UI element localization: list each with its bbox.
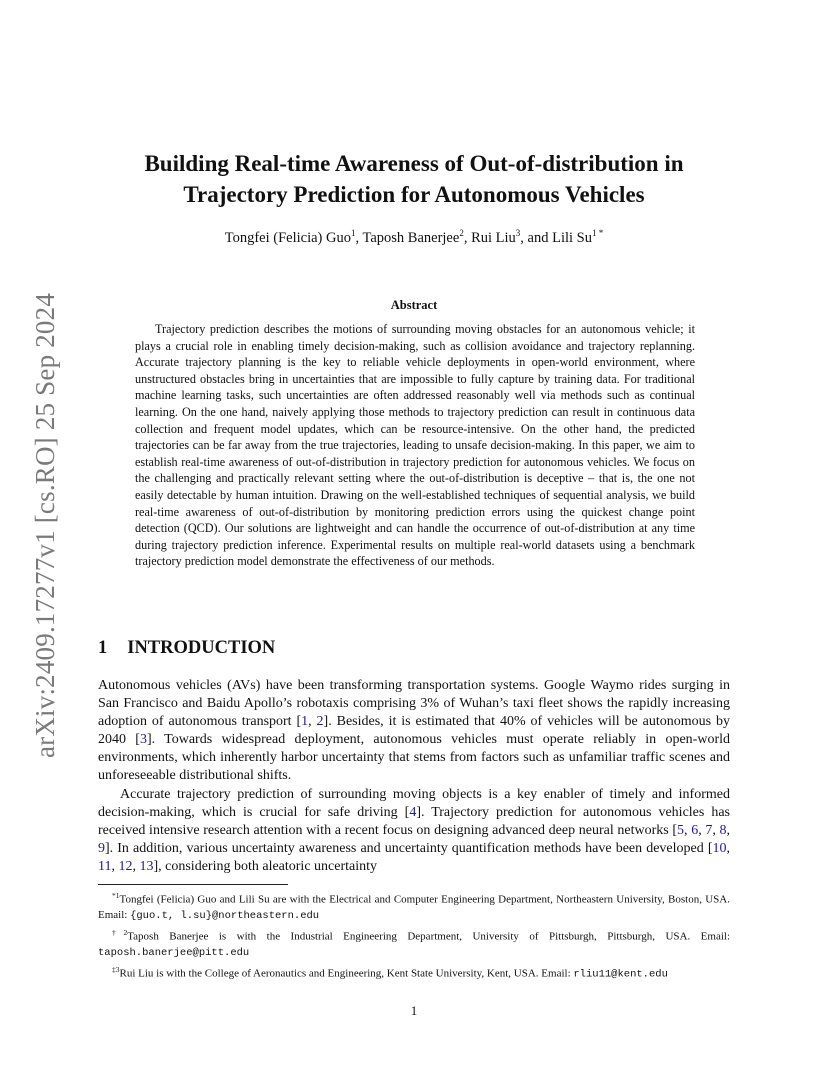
paper-title (90, 148, 738, 210)
author-4: Lili Su (552, 229, 592, 246)
author-4-mark: 1 (591, 228, 597, 238)
paragraph-text: ]. Trajectory prediction for autonomous vehicles has received intensive research attention with a recent focus on designing advanced deep neural networks [ (98, 804, 730, 838)
footnote-3-email: rliu11@kent.edu (573, 968, 668, 981)
arxiv-identifier-text: arXiv:2409.17277v1 [cs.RO] 25 Sep 2024 (30, 292, 61, 758)
title-line-1: Building Real-time Awareness of Out-of-distribution in (144, 151, 684, 176)
paragraph-text: , (308, 714, 317, 730)
footnote-1 (98, 888, 730, 924)
citation-link[interactable]: 3 (139, 732, 147, 748)
author-2-mark: 2 (459, 228, 464, 238)
section-title: INTRODUCTION (127, 638, 276, 658)
author-list (90, 228, 738, 247)
footnote-2 (98, 925, 730, 961)
paragraph-text: ], considering both aleatoric uncertainty (153, 858, 378, 874)
citation-link[interactable]: 8 (719, 822, 727, 838)
citation-link[interactable]: 12 (118, 858, 133, 874)
footnote-rule (98, 884, 288, 885)
page-number: 1 (410, 1003, 418, 1018)
footnote-2-email: taposh.banerjee@pitt.edu (98, 946, 250, 959)
author-separator: , and (520, 229, 553, 246)
citation-link[interactable]: 5 (677, 822, 685, 838)
citation-link[interactable]: 9 (98, 840, 105, 856)
citation-link[interactable]: 4 (409, 804, 417, 820)
paragraph-text: , (132, 858, 140, 874)
citation-link[interactable]: 1 (301, 714, 309, 730)
footnote-1-mark: *1 (112, 891, 120, 900)
arxiv-identifier (24, 290, 68, 760)
author-star: * (596, 228, 604, 238)
paragraph-1 (98, 677, 730, 786)
paragraph-2 (98, 786, 730, 876)
author-1: Tongfei (Felicia) Guo (224, 229, 351, 246)
paragraph-text: , (726, 822, 730, 838)
abstract-heading: Abstract (390, 298, 438, 312)
citation-link[interactable]: 10 (712, 840, 727, 856)
author-2: Taposh Banerjee (362, 229, 460, 246)
paragraph-text: ]. Towards widespread deployment, autonomous vehicles must operate reliably in open-world environments, which inherently harbor uncertainty that stems from factors such as unfamiliar traffic scenes and unforeseeable distributional shifts. (98, 732, 730, 784)
paragraph-text: , (684, 822, 692, 838)
footnote-1-text: Tongfei (Felicia) Guo and Lili Su are with the Electrical and Computer Engineering Department, Northeastern University, Boston, USA. Email: (98, 893, 730, 921)
footnote-2-text: Taposh Banerjee is with the Industrial Engineering Department, University of Pittsburgh, Pittsburgh, USA. Email: (127, 930, 731, 943)
footnote-3-mark: ‡3 (112, 964, 120, 974)
footnote-3-text: Rui Liu is with the College of Aeronautics and Engineering, Kent State University, Kent, USA. Email: (119, 967, 574, 980)
title-line-2: Trajectory Prediction for Autonomous Vehicles (183, 182, 645, 207)
paragraph-text: , (698, 822, 706, 838)
citation-link[interactable]: 11 (98, 858, 112, 874)
footnote-1-email: {guo.t, l.su}@northeastern.edu (130, 909, 320, 922)
paragraph-text: Accurate trajectory prediction of surrounding moving objects is a key enabler of timely and informed decision-making, which is crucial for safe driving [ (98, 786, 730, 820)
section-number: 1 (98, 638, 108, 658)
citation-link[interactable]: 13 (139, 858, 154, 874)
paragraph-text: ]. Besides, it is estimated that 40% of vehicles will be autonomous by 2040 [ (98, 714, 730, 748)
introduction-body (98, 677, 730, 876)
citation-link[interactable]: 2 (316, 714, 324, 730)
paragraph-text: , (111, 858, 119, 874)
author-1-mark: 1 (350, 228, 356, 238)
author-separator: , (355, 229, 363, 246)
paragraph-text: , (726, 840, 730, 856)
footnote-2-mark: †2 (112, 927, 128, 937)
abstract-text: Trajectory prediction describes the motions of surrounding moving obstacles for an autonomous vehicle; it plays a crucial role in enabling timely decision-making, such as collision avoidance and trajectory replanning. Accurate trajectory planning is the key to reliable vehicle deployments in open-world environment, where unstructured obstacles bring in uncertainties that are impossible to fully capture by training data. For traditional machine learning tasks, such uncertainties are often addressed reasonably well via methods such as continual learning. On the one hand, naively applying those methods to trajectory prediction can result in continuous data collection and frequent model updates, which can be resource-intensive. On the other hand, the predicted trajectories can be far away from the true trajectories, leading to unsafe decision-making. In this paper, we aim to establish real-time awareness of out-of-distribution in trajectory prediction for autonomous vehicles. We focus on the challenging and practically relevant setting where the out-of-distribution is deceptive – that is, the one not easily detectable by human intuition. Drawing on the well-established techniques of sequential analysis, we build real-time awareness of out-of-distribution by monitoring prediction errors using the quickest change point detection (QCD). Our solutions are lightweight and can handle the occurrence of out-of-distribution at any time during trajectory prediction inference. Experimental results on multiple real-world datasets using a benchmark trajectory prediction model demonstrate the effectiveness of our methods. (135, 322, 695, 569)
author-3-mark: 3 (515, 228, 521, 238)
paragraph-text: Autonomous vehicles (AVs) have been transforming transportation systems. Google Waymo rides surging in San Francisco and Baidu Apollo’s robotaxis comprising 3% of Wuhan’s taxi fleet shows the rapidly increasing adoption of autonomous transport [ (98, 678, 730, 730)
citation-link[interactable]: 7 (705, 822, 713, 838)
paragraph-text: , (712, 822, 720, 838)
footnotes (98, 888, 730, 983)
author-separator: , (463, 229, 472, 246)
section-heading (98, 638, 275, 659)
paragraph-text: ]. In addition, various uncertainty awareness and uncertainty quantification methods have been developed [ (105, 840, 713, 856)
author-3: Rui Liu (471, 229, 516, 246)
citation-link[interactable]: 6 (691, 822, 699, 838)
footnote-3 (98, 962, 730, 983)
